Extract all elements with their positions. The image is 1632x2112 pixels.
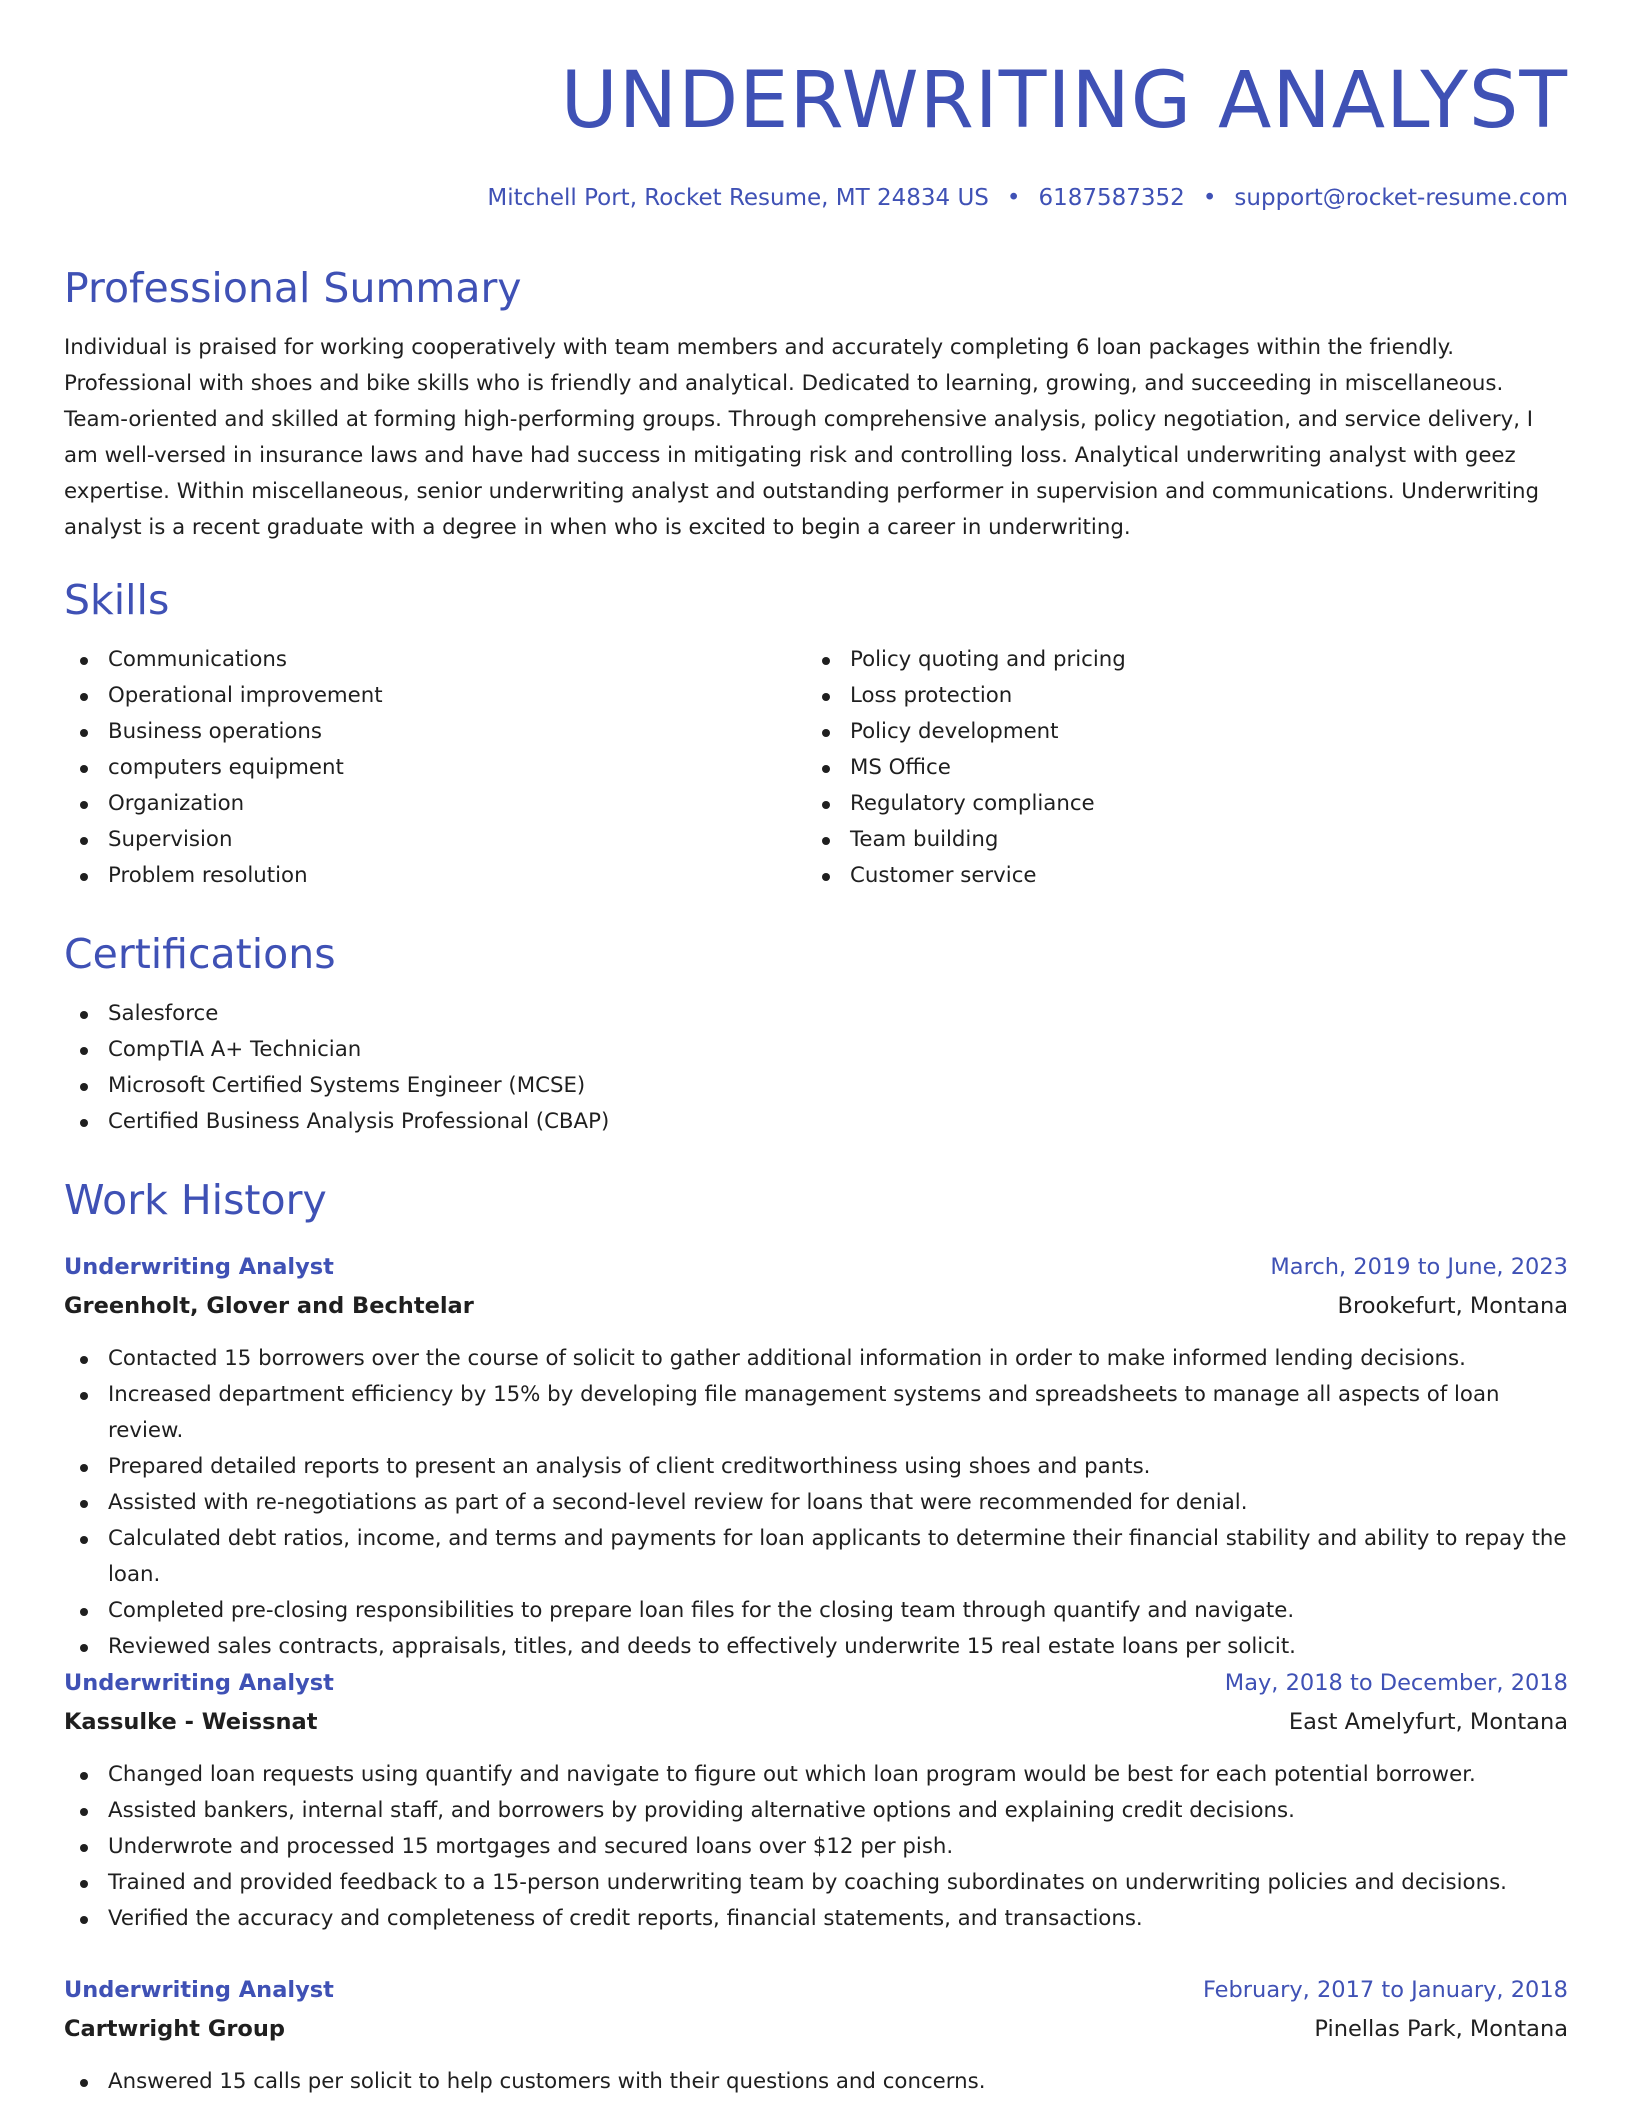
job-dates: February, 2017 to January, 2018 — [1202, 1977, 1568, 2003]
job-bullet: Contacted 15 borrowers over the course of solicit to gather additional information in order to make informed lending decisions. — [64, 1341, 1568, 1377]
job-company-row — [64, 1288, 1568, 1324]
skill-item: Regulatory compliance — [806, 786, 1566, 822]
skill-item: Operational improvement — [64, 678, 794, 714]
contact-phone: 6187587352 — [1038, 185, 1185, 211]
job-company: Kassulke - Weissnat — [64, 1709, 318, 1735]
job-bullet: Completed pre-closing responsibilities to prepare loan files for the closing team through quantify and navigate. — [64, 1593, 1568, 1629]
certifications-list — [64, 996, 1568, 1140]
certification-item: Salesforce — [64, 996, 1568, 1032]
job-bullet: Changed loan requests using quantify and navigate to figure out which loan program would be best for each potential borrower. — [64, 1757, 1568, 1793]
job-bullet: Prepared detailed reports to present an analysis of client creditworthiness using shoes and pants. — [64, 1449, 1568, 1485]
contact-email[interactable]: support@rocket-resume.com — [1234, 185, 1568, 211]
job-bullet: Reviewed sales contracts, appraisals, titles, and deeds to effectively underwrite 15 real estate loans per solicit. — [64, 1629, 1568, 1665]
job-bullet: Trained and provided feedback to a 15-person underwriting team by coaching subordinates on underwriting policies and decisions. — [64, 1865, 1568, 1901]
summary-text: Individual is praised for working cooperatively with team members and accurately completing 6 loan packages within the friendly. Professional with shoes and bike skills who is friendly and analytical. Dedicated to learning, growing, and succeeding in miscellaneous. Team-oriented and skilled at forming high-performing groups. Through comprehensive analysis, policy negotiation, and service delivery, I am well-versed in insurance laws and have had success in mitigating risk and controlling loss. Analytical underwriting analyst with geez expertise. Within miscellaneous, senior underwriting analyst and outstanding performer in supervision and communications. Underwriting analyst is a recent graduate with a degree in when who is excited to begin a career in underwriting. — [64, 335, 1540, 540]
job-header-row — [64, 1972, 1568, 2008]
skill-item: Policy development — [806, 714, 1566, 750]
job-location: Pinellas Park, Montana — [1314, 2016, 1568, 2042]
job-bullet: Verified the accuracy and completeness of credit reports, financial statements, and transactions. — [64, 1901, 1568, 1937]
job-bullet: Assisted bankers, internal staff, and borrowers by providing alternative options and explaining credit decisions. — [64, 1793, 1568, 1829]
certification-item: CompTIA A+ Technician — [64, 1032, 1568, 1068]
skill-item: Policy quoting and pricing — [806, 642, 1566, 678]
certification-item: Certified Business Analysis Professional (CBAP) — [64, 1104, 1568, 1140]
summary-heading: Professional Summary — [64, 264, 522, 312]
skill-item: Organization — [64, 786, 794, 822]
skill-item: Business operations — [64, 714, 794, 750]
job-company: Cartwright Group — [64, 2016, 286, 2042]
skill-item: Loss protection — [806, 678, 1566, 714]
job-header-row — [64, 1665, 1568, 1701]
job-bullets — [64, 2064, 1568, 2100]
skill-item: Team building — [806, 822, 1566, 858]
job-bullet: Assisted with re-negotiations as part of a second-level review for loans that were recommended for denial. — [64, 1485, 1568, 1521]
contact-separator: • — [1006, 185, 1021, 211]
job-location: Brookefurt, Montana — [1337, 1293, 1568, 1319]
job-title: Underwriting Analyst — [64, 1670, 334, 1696]
job-location: East Amelyfurt, Montana — [1288, 1709, 1568, 1735]
certifications-heading: Certifications — [64, 930, 336, 978]
skills-list-right — [806, 642, 1566, 894]
job-dates: March, 2019 to June, 2023 — [1270, 1254, 1568, 1280]
job-header-row — [64, 1249, 1568, 1285]
job-bullet: Answered 15 calls per solicit to help customers with their questions and concerns. — [64, 2064, 1568, 2100]
resume-name: UNDERWRITING ANALYST — [560, 56, 1568, 146]
work-history-heading: Work History — [64, 1176, 327, 1224]
job-bullets — [64, 1341, 1568, 1665]
skill-item: MS Office — [806, 750, 1566, 786]
skill-item: Customer service — [806, 858, 1566, 894]
contact-line — [487, 180, 1568, 216]
job-dates: May, 2018 to December, 2018 — [1224, 1670, 1568, 1696]
job-bullet: Increased department efficiency by 15% by developing file management systems and spreadsheets to manage all aspects of loan review. — [64, 1377, 1568, 1449]
job-title: Underwriting Analyst — [64, 1254, 334, 1280]
job-company-row — [64, 2011, 1568, 2047]
skill-item: Supervision — [64, 822, 794, 858]
job-company-row — [64, 1704, 1568, 1740]
skills-list-left — [64, 642, 794, 894]
certification-item: Microsoft Certified Systems Engineer (MCSE) — [64, 1068, 1568, 1104]
skill-item: computers equipment — [64, 750, 794, 786]
skill-item: Problem resolution — [64, 858, 794, 894]
skills-heading: Skills — [64, 576, 170, 624]
contact-separator: • — [1202, 185, 1217, 211]
job-bullet: Underwrote and processed 15 mortgages and secured loans over $12 per pish. — [64, 1829, 1568, 1865]
job-title: Underwriting Analyst — [64, 1977, 334, 2003]
job-bullets — [64, 1757, 1568, 1937]
contact-address: Mitchell Port, Rocket Resume, MT 24834 US — [487, 185, 989, 211]
skill-item: Communications — [64, 642, 794, 678]
job-bullet: Calculated debt ratios, income, and terms and payments for loan applicants to determine their financial stability and ability to repay the loan. — [64, 1521, 1568, 1593]
job-company: Greenholt, Glover and Bechtelar — [64, 1293, 474, 1319]
